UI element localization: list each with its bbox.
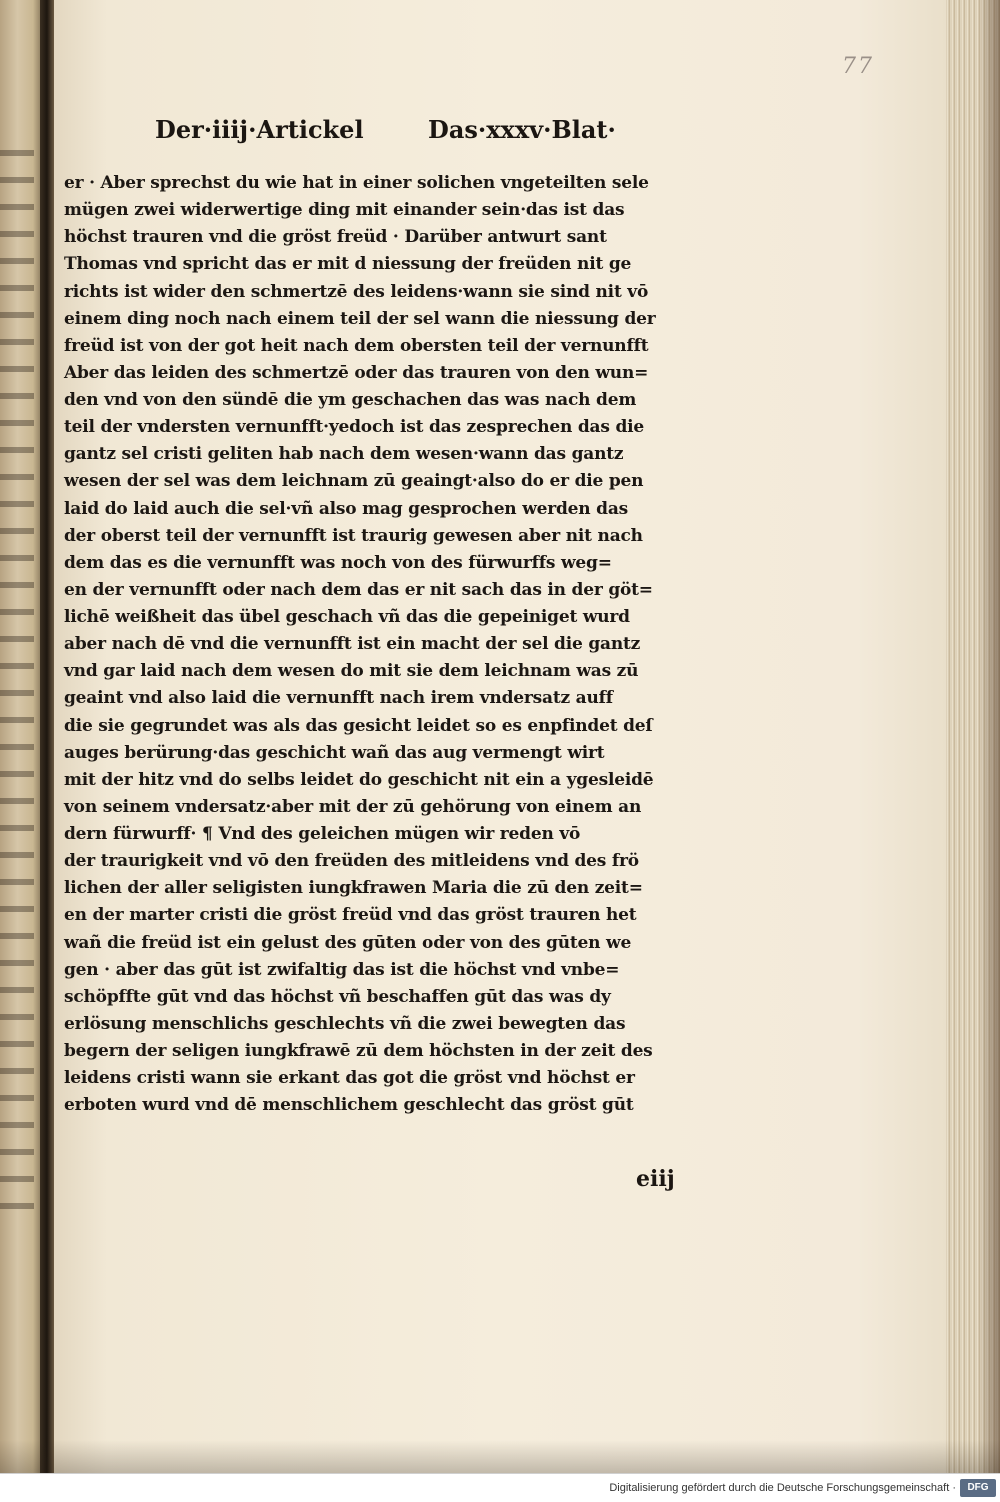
dfg-logo: DFG (960, 1479, 996, 1497)
signature-mark: eiij (636, 1166, 675, 1192)
text-line: einem ding noch nach einem teil der sel wann die niessung der (64, 308, 656, 329)
text-line: mit der hitz vnd do selbs leidet do geschicht nit ein a ygesleidē (64, 769, 654, 790)
left-page-edge (0, 0, 44, 1473)
text-line: lichen der aller seligisten iungkfrawen Maria die zū den zeit= (64, 878, 643, 899)
text-line: begern der seligen iungkfrawē zū dem höchsten in der zeit des (64, 1041, 653, 1061)
text-line: auges berürung·das geschicht wañ das aug vermengt wirt (64, 742, 605, 763)
text-line: en der vernunfft oder nach dem das er nit sach das in der göt= (64, 579, 653, 600)
book-gutter (40, 0, 54, 1473)
funding-notice: Digitalisierung gefördert durch die Deutsche Forschungsgemeinschaft · (609, 1482, 956, 1494)
text-line: von seinem vndersatz·aber mit der zū gehörung von einem an (64, 796, 642, 817)
text-line: dem das es die vernunfft was noch von des fürwurffs weg= (64, 552, 612, 573)
left-page-text-fragment (0, 150, 34, 1210)
text-line: höchst trauren vnd die gröst freüd · Darüber antwurt sant (64, 227, 607, 248)
running-head-left: Der·iiij·Artickel (155, 115, 364, 144)
text-line: Aber das leiden des schmertzē oder das trauren von den wun= (64, 362, 649, 383)
text-line: dern fürwurff· ¶ Vnd des geleichen mügen wir reden vō (64, 824, 581, 844)
text-line: Thomas vnd spricht das er mit d niessung der freüden nit ge (64, 254, 632, 275)
text-line: erlösung menschlichs geschlechts vñ die zwei bewegten das (64, 1013, 626, 1034)
text-line: freüd ist von der got heit nach dem obersten teil der vernunfft (64, 335, 649, 356)
text-line: richts ist wider den schmertzē des leidens·wann sie sind nit vō (64, 281, 649, 302)
handwritten-folio-number: 77 (842, 54, 874, 79)
text-line: erboten wurd vnd dē menschlichem geschlecht das gröst gūt (64, 1095, 634, 1116)
page-edges-shadow (978, 0, 1000, 1473)
text-line: vnd gar laid nach dem wesen do mit sie dem leichnam was zū (64, 661, 639, 682)
text-line: leidens cristi wann sie erkant das got die gröst vnd höchst er (64, 1068, 635, 1089)
text-line: wañ die freüd ist ein gelust des gūten oder von des gūten we (64, 932, 632, 953)
body-text (64, 170, 684, 1119)
text-line: den vnd von den sündē die ym geschachen das was nach dem (64, 390, 637, 410)
text-line: mügen zwei widerwertige ding mit einander sein·das ist das (64, 200, 625, 221)
text-line: aber nach dē vnd die vernunfft ist ein macht der sel die gantz (64, 634, 641, 655)
text-line: laid do laid auch die sel·vñ also mag gesprochen werden das (64, 498, 629, 519)
text-line: lichē weißheit das übel geschach vñ das die gepeiniget wurd (64, 607, 630, 627)
text-line: gen · aber das gūt ist zwifaltig das ist die höchst vnd vnbe= (64, 959, 620, 980)
text-line: teil der vndersten vernunfft·yedoch ist das zesprechen das die (64, 417, 645, 438)
bottom-shadow (0, 1440, 1000, 1473)
running-head-right: Das·xxxv·Blat· (428, 115, 616, 144)
text-line: geaint vnd also laid die vernunfft nach irem vndersatz auff (64, 688, 613, 709)
text-line: wesen der sel was dem leichnam zū geaingt·also do er die pen (64, 471, 644, 492)
text-line: der oberst teil der vernunfft ist traurig gewesen aber nit nach (64, 525, 643, 546)
text-line: er · Aber sprechst du wie hat in einer solichen vngeteilten sele (64, 173, 649, 193)
text-line: schöpffte gūt vnd das höchst vñ beschaffen gūt das was dy (64, 986, 611, 1007)
text-line: der traurigkeit vnd vō den freüden des mitleidens vnd des frö (64, 851, 639, 872)
footer-bar (0, 1473, 1000, 1502)
text-line: en der marter cristi die gröst freüd vnd das gröst trauren het (64, 905, 637, 926)
text-line: die sie gegrundet was als das gesicht leidet so es enpfindet deſ (64, 715, 653, 736)
text-line: gantz sel cristi geliten hab nach dem wesen·wann das gantz (64, 444, 624, 465)
